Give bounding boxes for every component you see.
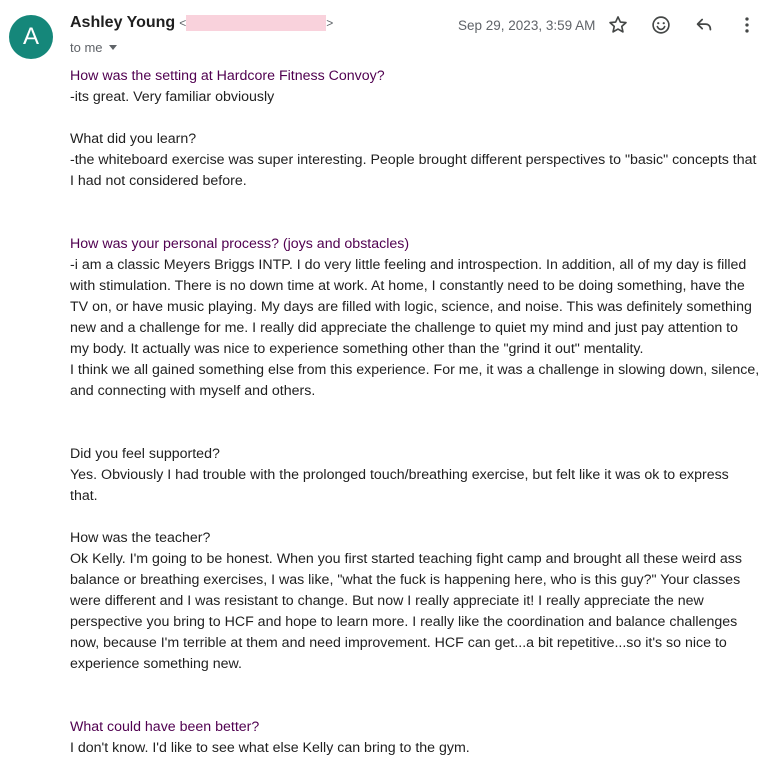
email-close-bracket: >: [326, 16, 334, 30]
answer-better: I don't know. I'd like to see what else Kelly can bring to the gym.: [70, 740, 470, 756]
question-better: What could have been better?: [70, 719, 260, 735]
question-setting: How was the setting at Hardcore Fitness Convoy?: [70, 68, 385, 84]
avatar[interactable]: [9, 15, 53, 59]
chevron-down-icon: [109, 45, 117, 50]
question-teacher: How was the teacher?: [70, 530, 211, 546]
star-button[interactable]: [604, 11, 632, 39]
question-supported: Did you feel supported?: [70, 446, 220, 462]
recipients-toggle[interactable]: [70, 40, 117, 55]
emoji-reaction-button[interactable]: [647, 11, 675, 39]
star-icon: [607, 14, 629, 36]
question-learn: What did you learn?: [70, 131, 197, 147]
answer-teacher: Ok Kelly. I'm going to be honest. When you first started teaching fight camp and brought all these weird ass balance or breathing exercises, I was like, "what the fuck is happening here, who is this guy?" Your classes were different and I was resistant to change. But now I really appreciate it! I really appreciate the new perspective you bring to HCF and hope to learn more. I really like the coordination and balance challenges now, because I'm terrible at them and need improvement. HCF can get...a bit repetitive...so it's so nice to experience something new.: [70, 551, 742, 672]
question-personal-process: How was your personal process? (joys and obstacles): [70, 236, 410, 252]
email-body: [70, 66, 760, 759]
reply-icon: [693, 14, 715, 36]
answer-learn: -the whiteboard exercise was super interesting. People brought different perspectives to "basic" concepts that I had not considered before.: [70, 152, 757, 189]
emoji-icon: [650, 14, 672, 36]
redacted-email: [186, 15, 326, 31]
more-vert-icon: [736, 14, 758, 36]
to-label: to me: [70, 40, 103, 55]
answer-personal-process-2: I think we all gained something else from this experience. For me, it was a challenge in slowing down, silence, and connecting with myself and others.: [70, 362, 760, 399]
answer-personal-process-1: -i am a classic Meyers Briggs INTP. I do very little feeling and introspection. In addition, all of my day is filled with stimulation. There is no down time at work. At home, I constantly need to be doing something, have the TV on, or have music playing. My days are filled with logic, science, and noise. This was definitely something new and a challenge for me. I really did appreciate the challenge to quiet my mind and just pay attention to my body. It actually was nice to experience something other than the "grind it out" mentality.: [70, 257, 752, 357]
more-options-button[interactable]: [733, 11, 761, 39]
sender-name[interactable]: Ashley Young: [70, 14, 176, 31]
email-open-bracket: <: [179, 16, 187, 30]
answer-supported: Yes. Obviously I had trouble with the prolonged touch/breathing exercise, but felt like it was ok to express that.: [70, 467, 729, 504]
answer-setting: -its great. Very familiar obviously: [70, 89, 275, 105]
avatar-letter: A: [22, 23, 39, 50]
sender-email: [179, 15, 333, 31]
email-date: Sep 29, 2023, 3:59 AM: [458, 18, 596, 33]
reply-button[interactable]: [690, 11, 718, 39]
sender-info: [70, 14, 333, 32]
